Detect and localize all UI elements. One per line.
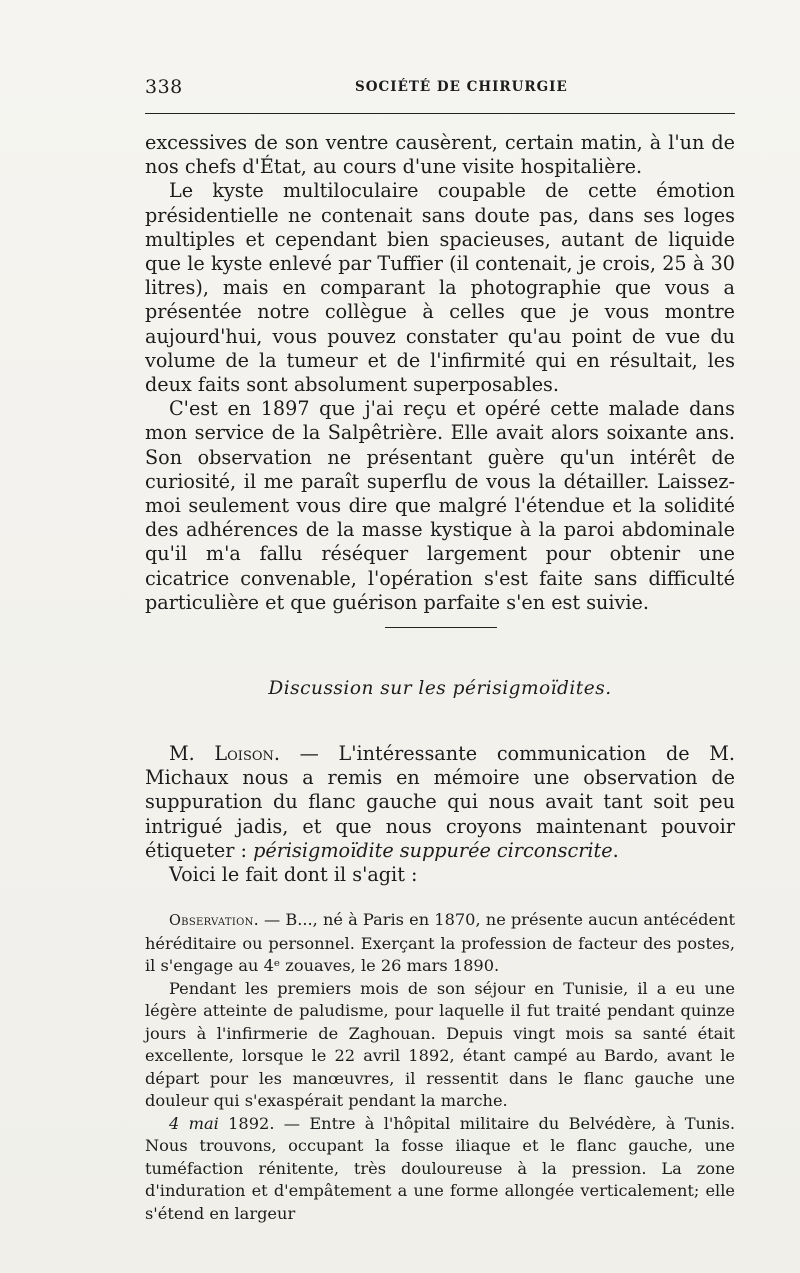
diagnosis-term: périsigmoïdite suppurée circonscrite [253,838,613,862]
observation-year: 1892. — [218,1113,310,1133]
page-header [145,76,735,100]
speaker-prefix: M. [169,742,215,765]
discussion-intro-case: Voici le fait dont il s'agit : [169,863,418,887]
observation-text [145,909,735,1225]
observation-paragraph-2: Pendant les premiers mois de son séjour en Tunisie, il a eu une légère atteinte de paludisme, pour laquelle il fut traité pendant quinze jours à l'infirmerie de Zaghouan. Depuis vingt mois sa santé était excellente, lorsque le 22 avril 1892, étant campé au Bardo, avant le départ pour les manœuvres, il ressentit dans le flanc gauche une douleur qui s'exaspérait pendant la marche. [145,978,735,1110]
discussion-paragraph [145,742,735,863]
speaker-suffix: . — [273,742,339,765]
paragraph-continuation: excessives de son ventre causèrent, certain matin, à l'un de nos chefs d'État, au cours d'une visite hospitalière. [145,131,735,179]
speaker-name: Loison [214,742,274,765]
running-title: SOCIÉTÉ DE CHIRURGIE [355,79,568,95]
section-separator [385,627,497,628]
observation-p3-text: Entre à l'hôpital militaire du Belvédère, à Tunis. Nous trouvons, occupant la fosse iliaque et le flanc gauche, une tuméfaction rénitente, très douloureuse à la pression. La zone d'induration et d'empâtement a une forme allongée verticalement; elle s'étend en largeur [145,1113,736,1223]
paragraph-kyste: Le kyste multiloculaire coupable de cette émotion présidentielle ne contenait sans doute pas, dans ses loges multiples et cependant bien spacieuses, autant de liquide que le kyste enlevé par Tuffier (il contenait, je crois, 25 à 30 litres), mais en comparant la photographie que vous a présentée notre collègue à celles que je vous montre aujourd'hui, vous pouvez constater qu'au point de vue du volume de la tumeur et de l'infirmité qui en résultait, les deux faits sont absolument superposables. [145,179,735,397]
observation-paragraph-3 [145,1113,735,1226]
observation-label-suffix: . — [253,910,286,929]
section-title: Discussion sur les périsigmoïdites. [268,678,612,699]
observation-p1-text: B..., né à Paris en 1870, ne présente aucun antécédent héréditaire ou personnel. Exerçant la profession de facteur des postes, il s'engage au 4ᵉ zouaves, le 26 mars 1890. [145,910,735,975]
body-text [145,131,735,615]
discussion-end: . [612,838,619,862]
observation-date: 4 mai [169,1113,219,1133]
paragraph-salpetriere: C'est en 1897 que j'ai reçu et opéré cette malade dans mon service de la Salpêtrière. Elle avait alors soixante ans. Son observation ne présentant guère qu'un intérêt de curiosité, il me paraît superflu de vous la détailler. Laissez-moi seulement vous dire que malgré l'étendue et la solidité des adhérences de la masse kystique à la paroi abdominale qu'il m'a fallu réséquer largement pour obtenir une cicatrice convenable, l'opération s'est faite sans difficulté particulière et que guérison parfaite s'en est suivie. [145,397,735,614]
discussion-text [145,742,735,887]
observation-label: Observation [169,913,254,929]
header-rule [145,113,735,114]
page-number: 338 [145,76,183,98]
observation-paragraph-1 [145,909,735,978]
discussion-text-main: L'intéressante communication de M. Michaux nous a remis en mémoire une observation de suppuration du flanc gauche qui nous avait tant soit peu intrigué jadis, et que nous croyons maintenant pouvoir étiqueter : [145,742,735,862]
